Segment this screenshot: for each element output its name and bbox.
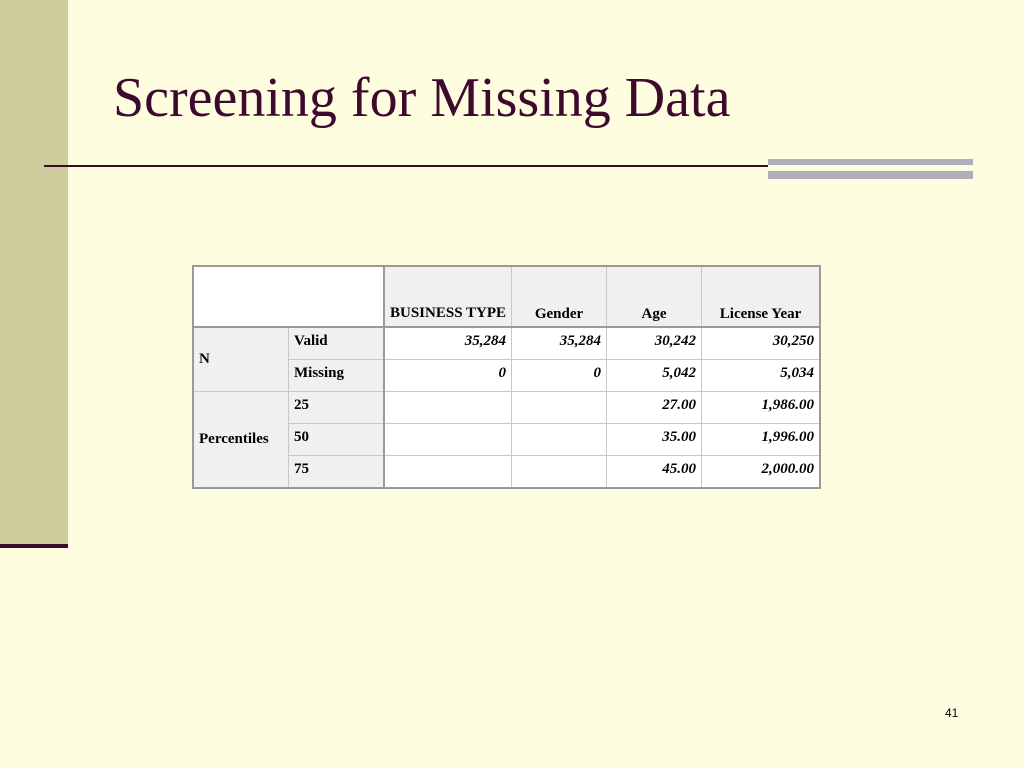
row-label: 25	[289, 392, 385, 424]
row-group-label: N	[193, 327, 289, 392]
table-cell: 5,034	[702, 360, 821, 392]
table-cell: 35,284	[384, 327, 512, 360]
row-label: Valid	[289, 327, 385, 360]
table-cell: 30,242	[607, 327, 702, 360]
title-accent-bar	[768, 159, 973, 179]
table-row	[193, 392, 820, 424]
row-label: 75	[289, 456, 385, 489]
row-label: Missing	[289, 360, 385, 392]
table-cell: 35.00	[607, 424, 702, 456]
table-cell: 0	[384, 360, 512, 392]
table-cell	[384, 392, 512, 424]
statistics-table	[192, 265, 821, 489]
side-decoration-bar	[0, 0, 68, 546]
table-cell	[512, 456, 607, 489]
row-group-label: Percentiles	[193, 392, 289, 489]
column-header-business-type: BUSINESS TYPE	[384, 266, 512, 327]
table-cell	[512, 424, 607, 456]
table-row	[193, 327, 820, 360]
column-header-gender: Gender	[512, 266, 607, 327]
table-cell: 45.00	[607, 456, 702, 489]
page-number: 41	[945, 706, 959, 720]
column-header-license-year: License Year	[702, 266, 821, 327]
table-cell: 30,250	[702, 327, 821, 360]
table-cell: 1,996.00	[702, 424, 821, 456]
side-decoration-base-line	[0, 544, 68, 548]
table-cell: 1,986.00	[702, 392, 821, 424]
table-cell: 27.00	[607, 392, 702, 424]
table-cell: 0	[512, 360, 607, 392]
header-corner-cell	[193, 266, 384, 327]
table-cell	[512, 392, 607, 424]
column-header-age: Age	[607, 266, 702, 327]
slide-title: Screening for Missing Data	[113, 67, 731, 129]
table-cell: 35,284	[512, 327, 607, 360]
table-cell: 5,042	[607, 360, 702, 392]
table-cell	[384, 424, 512, 456]
row-label: 50	[289, 424, 385, 456]
table-cell: 2,000.00	[702, 456, 821, 489]
table-header-row	[193, 266, 820, 327]
table-cell	[384, 456, 512, 489]
